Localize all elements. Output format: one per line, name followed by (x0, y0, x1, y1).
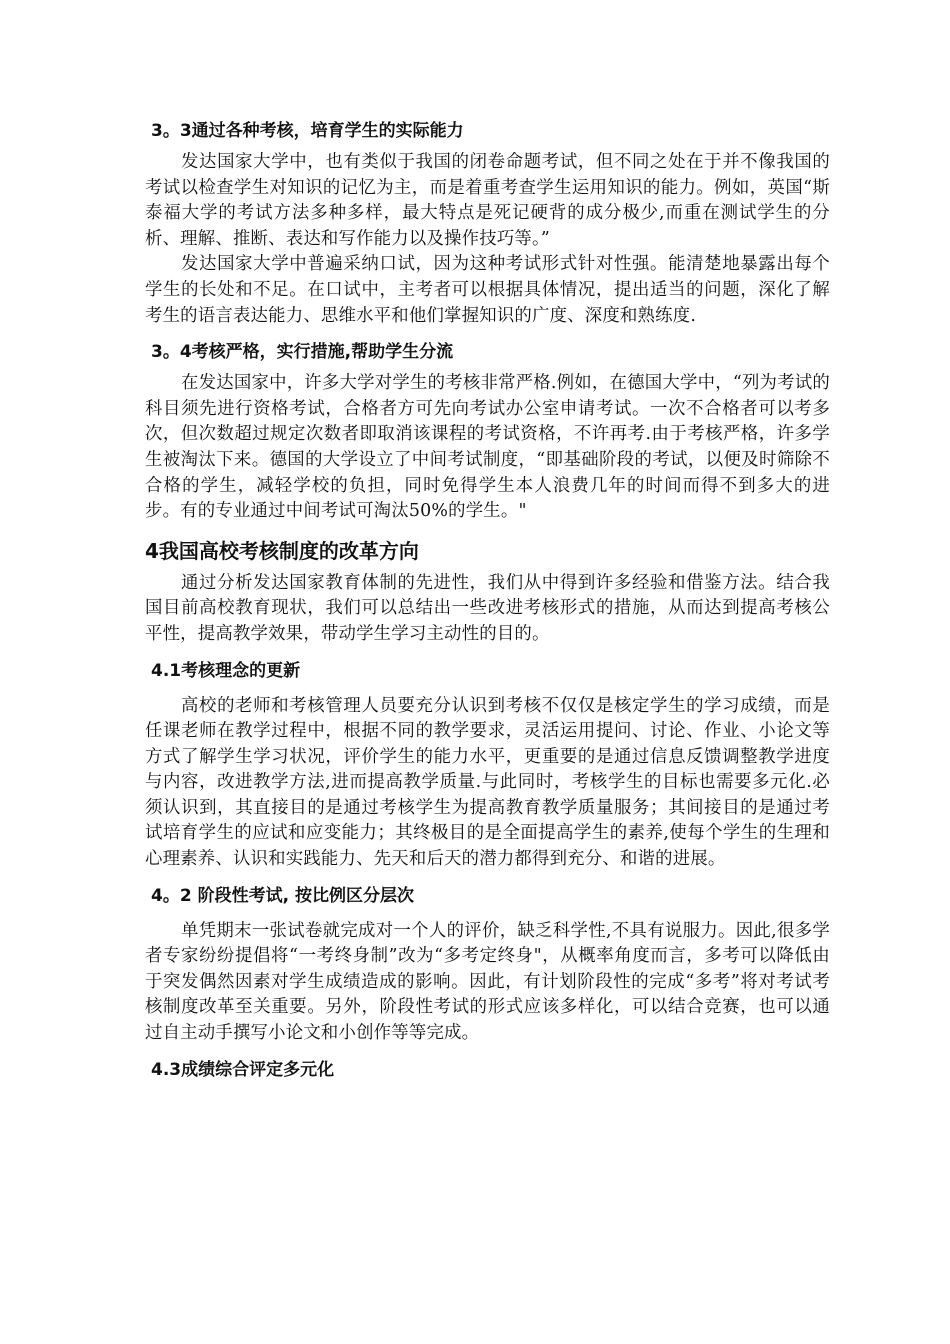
section-heading-3-3: 3。3通过各种考核，培育学生的实际能力 (151, 121, 464, 141)
document-page (145, 118, 830, 1083)
paragraph: 通过分析发达国家教育体制的先进性，我们从中得到许多经验和借鉴方法。结合我国目前高校教育现状，我们可以总结出一些改进考核形式的措施，从而达到提高考核公平性，提高教学效果，带动学生学习主动性的目的。 (145, 572, 830, 644)
paragraph: 单凭期末一张试卷就完成对一个人的评价，缺乏科学性,不具有说服力。因此,很多学者专家纷纷提倡将“一考终身制”改为“多考定终身"，从概率角度而言，多考可以降低由于突发偶然因素对学生成绩造成的影响。因此，有计划阶段性的完成“多考”将对考试考核制度改革至关重要。另外，阶段性考试的形式应该多样化，可以结合竞赛，也可以通过自主动手撰写小论文和小创作等等完成。 (145, 920, 830, 1044)
section-heading-4-2: 4。2 阶段性考试, 按比例区分层次 (151, 885, 414, 906)
paragraph: 在发达国家中，许多大学对学生的考核非常严格.例如，在德国大学中，“列为考试的科目须先进行资格考试，合格者方可先向考试办公室申请考试。一次不合格者可以考多次，但次数超过规定次数者即取消该课程的考试资格，不许再考.由于考核严格，许多学生被淘汰下来。德国的大学设立了中间考试制度，“即基础阶段的考试，以便及时筛除不合格的学生，减轻学校的负担，同时免得学生本人浪费几年的时间而得不到多大的进步。有的专业通过中间考试可淘汰50%的学生。" (145, 373, 830, 522)
paragraph: 发达国家大学中，也有类似于我国的闭卷命题考试，但不同之处在于并不像我国的考试以检查学生对知识的记忆为主，而是着重考查学生运用知识的能力。例如，英国“斯泰福大学的考试方法多种多样，最大特点是死记硬背的成分极少,而重在测试学生的分析、理解、推断、表达和写作能力以及操作技巧等。” (145, 152, 830, 249)
paragraph: 高校的老师和考核管理人员要充分认识到考核不仅仅是核定学生的学习成绩，而是任课老师在教学过程中，根据不同的教学要求，灵活运用提问、讨论、作业、小论文等方式了解学生学习状况，评价学生的能力水平，更重要的是通过信息反馈调整教学进度与内容，改进教学方法,进而提高教学质量.与此同时，考核学生的目标也需要多元化.必须认识到，其直接目的是通过考核学生为提高教育教学质量服务；其间接目的是通过考试培育学生的应试和应变能力；其终极目的是全面提高学生的素养,使每个学生的生理和心理素养、认识和实践能力、先天和后天的潜力都得到充分、和谐的进展。 (145, 695, 830, 870)
section-heading-4-1: 4.1考核理念的更新 (151, 660, 301, 681)
section-heading-4-3: 4.3成绩综合评定多元化 (151, 1059, 335, 1080)
chapter-heading-4: 4我国高校考核制度的改革方向 (145, 538, 419, 563)
section-heading-3-4: 3。4考核严格，实行措施,帮助学生分流 (151, 342, 454, 363)
paragraph: 发达国家大学中普遍采纳口试，因为这种考试形式针对性强。能清楚地暴露出每个学生的长处和不足。在口试中，主考者可以根据具体情况，提出适当的问题，深化了解考生的语言表达能力、思维水平和他们掌握知识的广度、深度和熟练度. (145, 254, 830, 326)
